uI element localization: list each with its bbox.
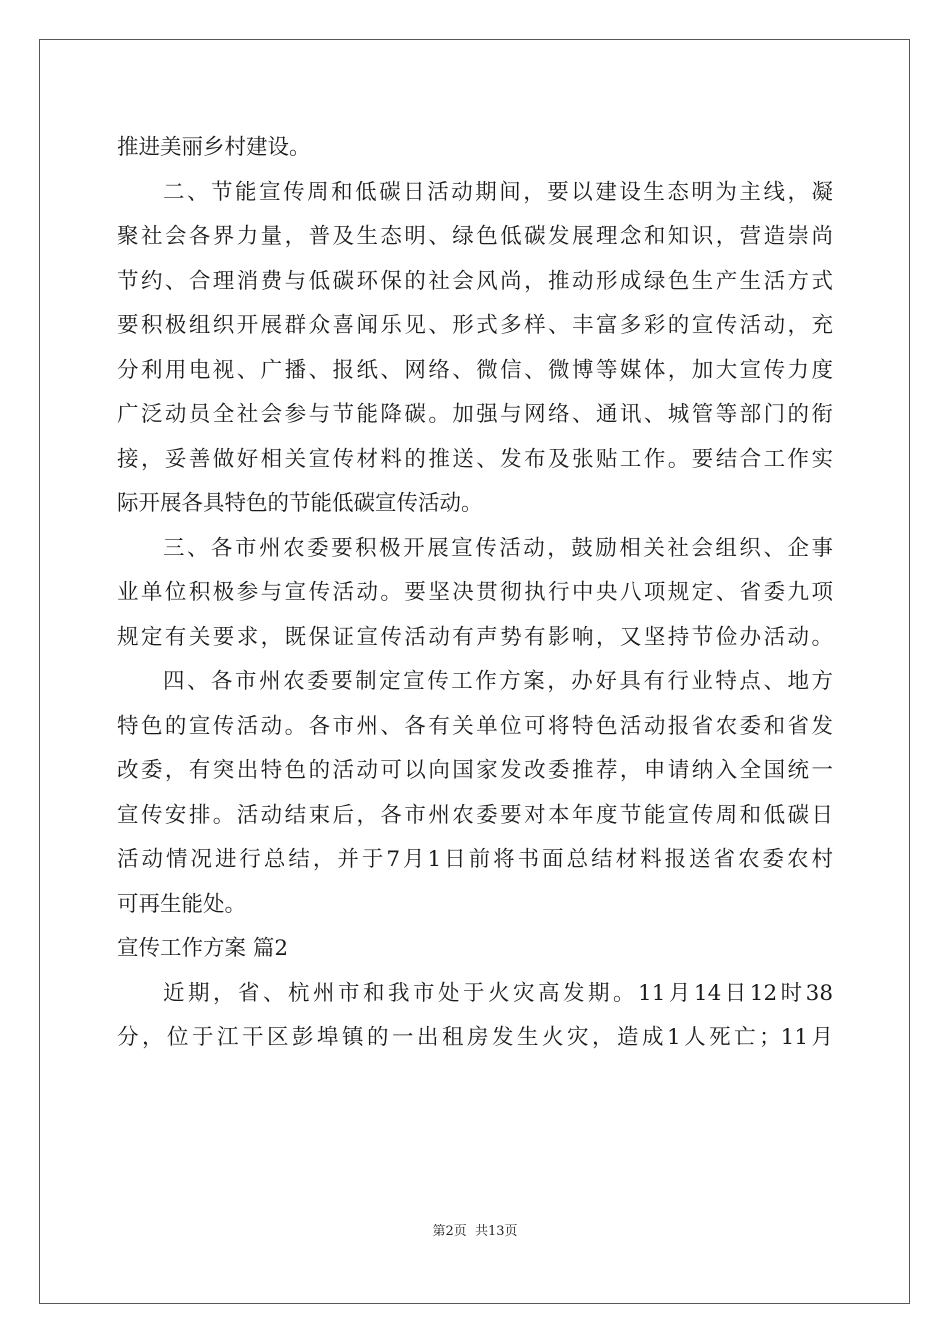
text-line: 接，妥善做好相关宣传材料的推送、发布及张贴工作。要结合工作实 [117, 446, 833, 472]
text-line: 特色的宣传活动。各市州、各有关单位可将特色活动报省农委和省发 [117, 713, 833, 739]
text-line: 节约、合理消费与低碳环保的社会风尚，推动形成绿色生产生活方式 [117, 268, 833, 294]
text-line: 改委，有突出特色的活动可以向国家发改委推荐，申请纳入全国统一 [117, 758, 833, 783]
paragraph-line: 四、各市州农委要制定宣传工作方案，办好具有行业特点、地方 [163, 669, 833, 694]
section-heading: 宣传工作方案 篇2 [117, 936, 289, 961]
text-line: 推进美丽乡村建设。 [117, 135, 311, 160]
page-number: 第2页 [432, 1224, 467, 1239]
text-line: 宣传安排。活动结束后，各市州农委要对本年度节能宣传周和低碳日 [117, 802, 833, 828]
text-line: 活动情况进行总结，并于7月1日前将书面总结材料报送省农委农村 [117, 847, 833, 872]
text-line: 际开展各具特色的节能低碳宣传活动。 [117, 491, 483, 516]
text-line: 分利用电视、广播、报纸、网络、微信、微博等媒体，加大宣传力度 [117, 357, 833, 383]
text-line: 要积极组织开展群众喜闻乐见、形式多样、丰富多彩的宣传活动，充 [117, 313, 833, 338]
paragraph-line: 二、节能宣传周和低碳日活动期间，要以建设生态明为主线，凝 [163, 179, 833, 205]
text-line: 规定有关要求，既保证宣传活动有声势有影响，又坚持节俭办活动。 [117, 624, 833, 650]
text-line: 可再生能处。 [117, 891, 247, 917]
paragraph-line: 近期，省、杭州市和我市处于火灾高发期。11月14日12时38 [163, 980, 833, 1006]
paragraph-line: 三、各市州农委要积极开展宣传活动，鼓励相关社会组织、企事 [163, 535, 833, 561]
text-line: 聚社会各界力量，普及生态明、绿色低碳发展理念和知识，营造崇尚 [117, 224, 833, 249]
text-line: 业单位积极参与宣传活动。要坚决贯彻执行中央八项规定、省委九项 [117, 580, 833, 605]
page-footer [0, 1220, 950, 1239]
text-line: 广泛动员全社会参与节能降碳。加强与网络、通讯、城管等部门的衔 [117, 402, 833, 427]
page-total: 共13页 [474, 1224, 518, 1239]
text-line: 分，位于江干区彭埠镇的一出租房发生火灾，造成1人死亡；11月 [117, 1025, 833, 1050]
document-body [117, 126, 833, 1061]
